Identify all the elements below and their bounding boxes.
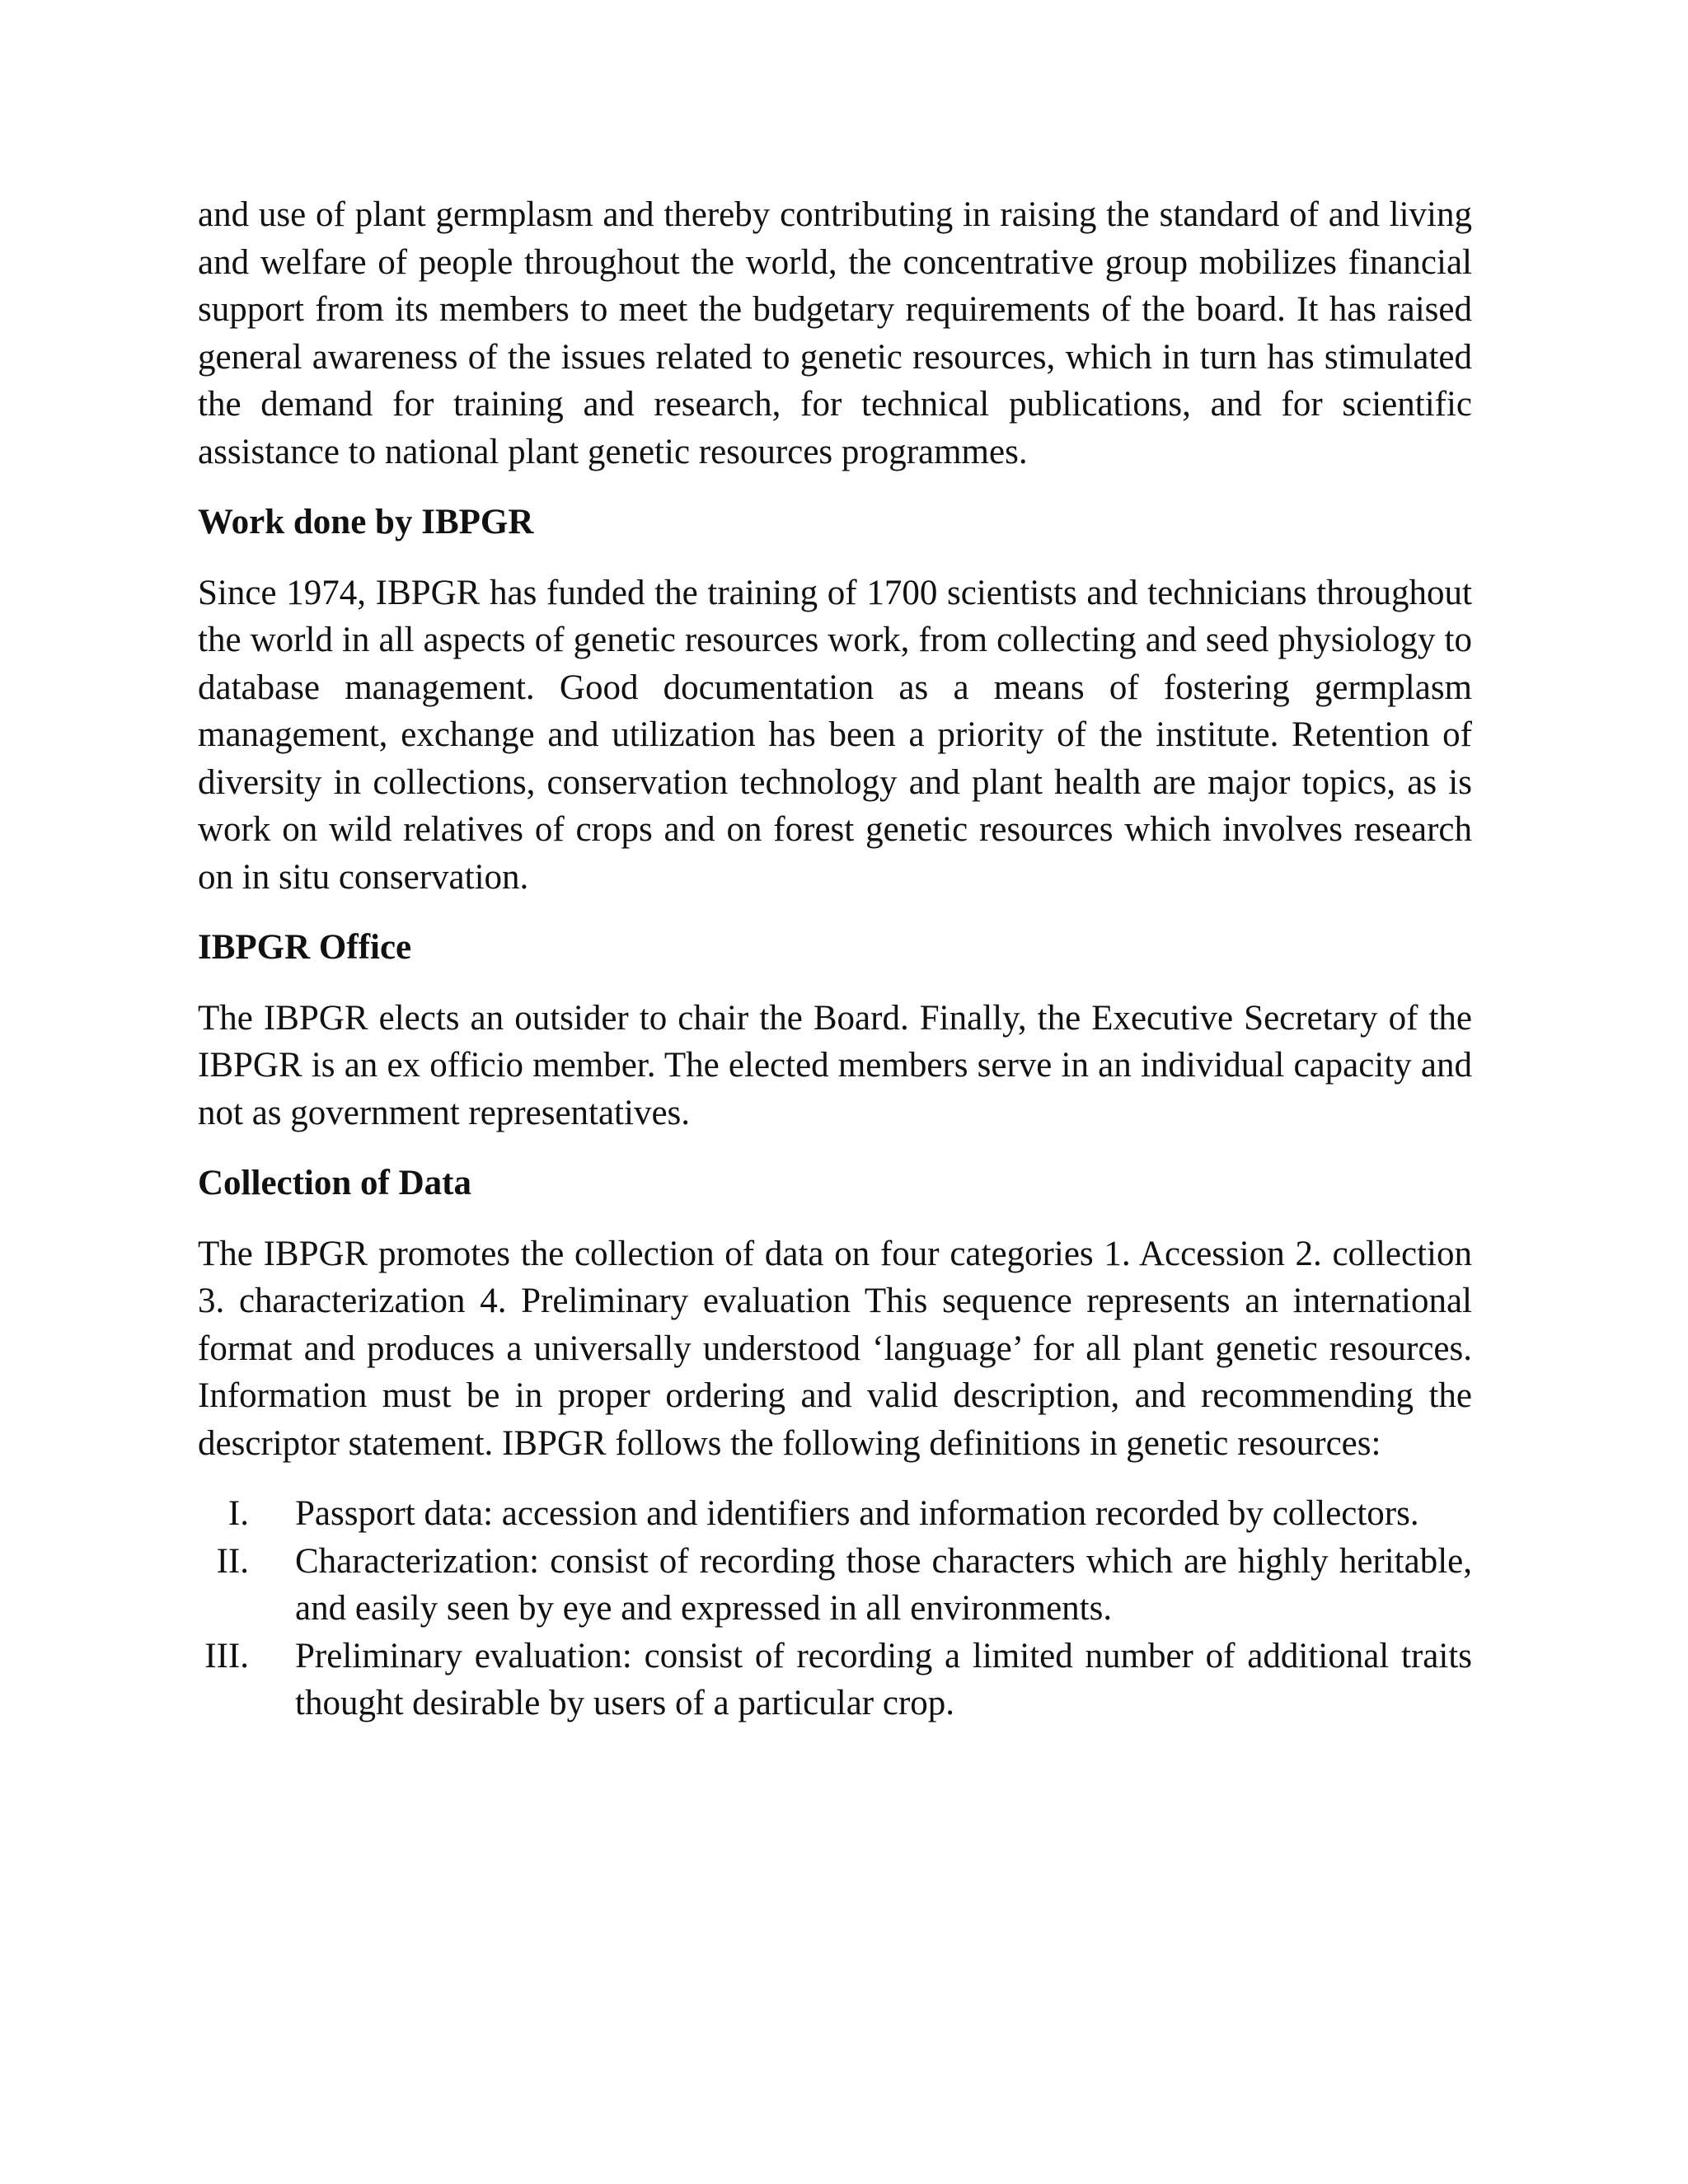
section-paragraph-office: The IBPGR elects an outsider to chair the Board. Finally, the Executive Secretary of the IBPGR is an ex officio member. The elected members serve in an individual capacity and not as government representatives.	[198, 998, 1472, 1132]
section-paragraph-collection: The IBPGR promotes the collection of data on four categories 1. Accession 2. collection 3. characterization 4. Preliminary evaluation This sequence represents an international format and produces a universally understood ‘language’ for all plant genetic resources. Information must be in proper ordering and valid description, and recommending the descriptor statement. IBPGR follows the following definitions in genetic resources:	[198, 1234, 1472, 1463]
list-item	[198, 1538, 1472, 1633]
list-item-text: Preliminary evaluation: consist of recording a limited number of additional traits thought desirable by users of a particular crop.	[295, 1636, 1472, 1722]
list-marker: III.	[204, 1636, 249, 1675]
section-heading-office: IBPGR Office	[198, 928, 412, 967]
list-item-text: Characterization: consist of recording those characters which are highly heritable, and easily seen by eye and expressed in all environments.	[295, 1541, 1472, 1628]
list-item	[198, 1490, 1472, 1538]
definitions-list	[198, 1490, 1472, 1727]
list-item	[198, 1633, 1472, 1727]
section-heading-work-done: Work done by IBPGR	[198, 503, 534, 541]
section-paragraph-work-done: Since 1974, IBPGR has funded the training of 1700 scientists and technicians throughout the world in all aspects of genetic resources work, from collecting and seed physiology to database management. Good documentation as a means of fostering germplasm management, exchange and utilization has been a priority of the institute. Retention of diversity in collections, conservation technology and plant health are major topics, as is work on wild relatives of crops and on forest genetic resources which involves research on in situ conservation.	[198, 573, 1472, 897]
list-marker: I.	[227, 1494, 249, 1533]
list-marker: II.	[216, 1541, 249, 1581]
intro-paragraph: and use of plant germplasm and thereby contributing in raising the standard of and living and welfare of people throughout the world, the concentrative group mobilizes financial support from its members to meet the budgetary requirements of the board. It has raised general awareness of the issues related to genetic resources, which in turn has stimulated the demand for training and research, for technical publications, and for scientific assistance to national plant genetic resources programmes.	[198, 195, 1472, 471]
list-item-text: Passport data: accession and identifiers and information recorded by collectors.	[295, 1494, 1419, 1533]
section-heading-collection: Collection of Data	[198, 1164, 471, 1202]
document-page	[198, 191, 1472, 1727]
